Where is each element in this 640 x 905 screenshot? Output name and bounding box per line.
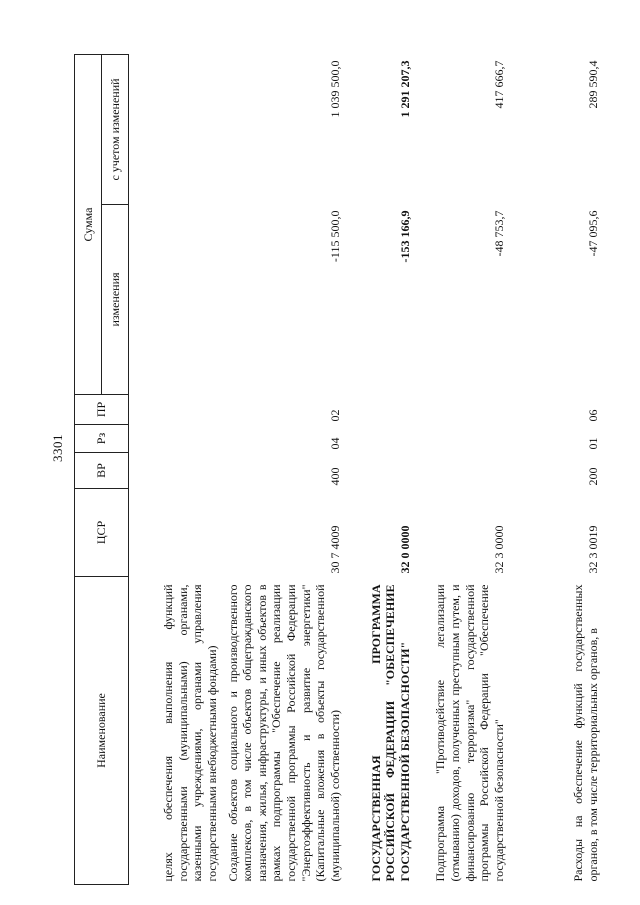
- row-csr: 32 0 0000: [397, 525, 412, 574]
- row-csr: 32 3 0019: [585, 525, 600, 574]
- row-changes: -153 166,9: [397, 210, 412, 263]
- row-name: Подпрограмма "Противодействие легализации (отмыванию) доходов, полученных преступным путем, и финансированию терроризма" государственной программы Российской Федерации "Обеспечение государственной безопасности": [433, 584, 506, 882]
- row-vr: [416, 453, 510, 489]
- header-rz: Рз: [75, 425, 129, 453]
- row-with-changes: 1 039 500,0: [327, 60, 342, 118]
- header-pr: ПР: [75, 395, 129, 425]
- header-sum: Сумма: [75, 54, 102, 394]
- row-csr: [129, 489, 223, 577]
- row-csr: 32 3 0000: [491, 525, 506, 574]
- row-with-changes: 289 590,4: [585, 60, 600, 109]
- header-name: Наименование: [75, 577, 129, 885]
- row-rz: 01: [585, 437, 600, 450]
- row-csr: 30 7 4009: [327, 525, 342, 574]
- row-name: ГОСУДАРСТВЕННАЯ ПРОГРАММА РОССИЙСКОЙ ФЕДЕРАЦИИ "ОБЕСПЕЧЕНИЕ ГОСУДАРСТВЕННОЙ БЕЗОПАСНОСТИ": [368, 584, 412, 882]
- table-header-row: [75, 54, 102, 884]
- row-rz: 04: [327, 437, 342, 450]
- table-row: [416, 54, 510, 884]
- row-with-changes: 1 291 207,3: [397, 60, 412, 118]
- row-pr: 02: [327, 409, 342, 422]
- row-vr: [129, 453, 223, 489]
- row-pr: [129, 395, 223, 425]
- table-row: [223, 54, 346, 884]
- row-name: Расходы на обеспечение функций государственных органов, в том числе территориальных органов, в: [571, 584, 600, 882]
- row-changes: -115 500,0: [327, 210, 342, 263]
- row-changes: [129, 205, 223, 395]
- row-changes: -47 095,6: [585, 210, 600, 257]
- row-pr: [416, 395, 510, 425]
- budget-sheet: [74, 55, 610, 885]
- table-row: [129, 54, 223, 884]
- table-row: [346, 54, 416, 884]
- row-rz: [416, 425, 510, 453]
- row-vr: 200: [585, 467, 600, 486]
- row-with-changes: 417 666,7: [491, 60, 506, 109]
- row-rz: [129, 425, 223, 453]
- row-pr: 06: [585, 409, 600, 422]
- row-rz: [346, 425, 416, 453]
- header-with-changes: с учетом изменений: [102, 54, 129, 204]
- header-csr: ЦСР: [75, 489, 129, 577]
- row-changes: -48 753,7: [491, 210, 506, 257]
- row-vr: [346, 453, 416, 489]
- budget-table: [74, 54, 604, 885]
- header-changes: изменения: [102, 205, 129, 395]
- row-name: Создание объектов социального и производственного комплексов, в том числе объектов общегражданского назначения, жилья, инфраструктуры, и иных объектов в рамках подпрограммы "Обеспечение реализации государственной программы Российской Федерации "Энергоэффективность и развитие энергетики" (Капитальные вложения в объекты государственной (муниципальной) собственности): [225, 584, 342, 882]
- table-row: [510, 54, 604, 884]
- row-pr: [346, 395, 416, 425]
- page-number: 3301: [50, 434, 65, 462]
- row-with-changes: [129, 54, 223, 204]
- row-name: целях обеспечения выполнения функций государственными (муниципальными) органами, казенными учреждениями, органами управления государственными внебюджетными фондами): [161, 584, 219, 882]
- header-vr: ВР: [75, 453, 129, 489]
- row-vr: 400: [327, 467, 342, 486]
